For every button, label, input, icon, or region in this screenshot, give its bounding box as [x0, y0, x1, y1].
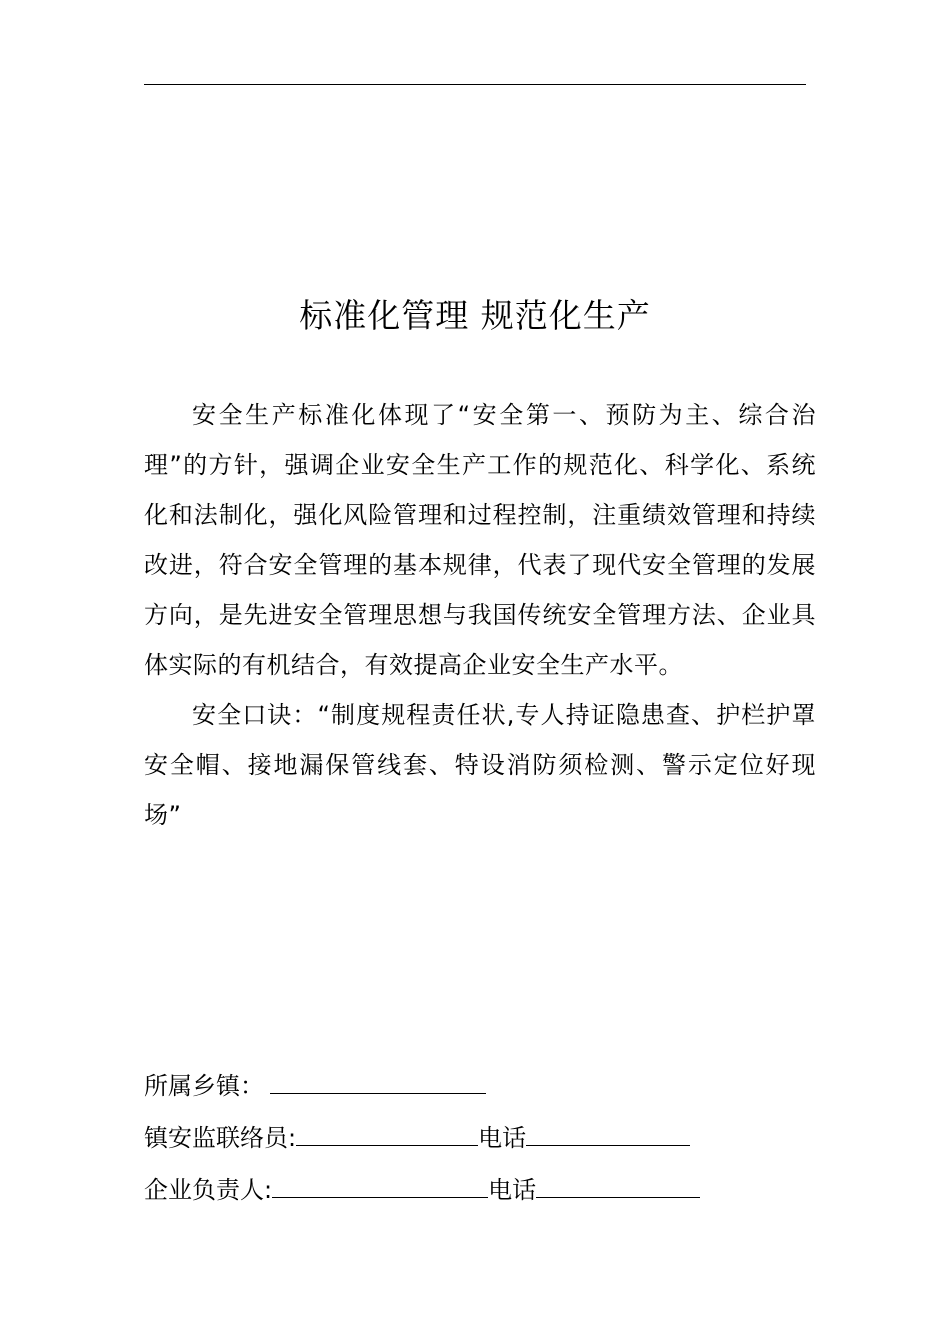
paragraph-standardization: 安全生产标准化体现了“安全第一、预防为主、综合治理”的方针，强调企业安全生产工作的规范化、科学化、系统化和法制化，强化风险管理和过程控制，注重绩效管理和持续改进，符合安全管理的基本规律，代表了现代安全管理的发展方向，是先进安全管理思想与我国传统安全管理方法、企业具体实际的有机结合，有效提高企业安全生产水平。 — [144, 401, 816, 679]
liaison-phone-label: 电话 — [478, 1124, 527, 1152]
liaison-label: 镇安监联络员: — [144, 1124, 297, 1152]
document-title: 标准化管理 规范化生产 — [299, 296, 651, 335]
owner-phone-field[interactable] — [536, 1175, 700, 1198]
owner-label: 企业负责人: — [144, 1176, 273, 1204]
liaison-row — [144, 1112, 816, 1164]
owner-field[interactable] — [272, 1175, 488, 1198]
signature-form — [144, 1060, 816, 1216]
document-body — [144, 390, 816, 840]
town-field[interactable] — [270, 1071, 486, 1094]
owner-row — [144, 1164, 816, 1216]
header-rule — [144, 84, 806, 85]
liaison-field[interactable] — [296, 1123, 478, 1146]
paragraph-safety-mnemonic: 安全口诀：“制度规程责任状,专人持证隐患查、护栏护罩安全帽、接地漏保管线套、特设消防须检测、警示定位好现场” — [144, 701, 816, 829]
liaison-phone-field[interactable] — [526, 1123, 690, 1146]
town-row — [144, 1060, 816, 1112]
town-label: 所属乡镇： — [144, 1072, 264, 1100]
owner-phone-label: 电话 — [488, 1176, 537, 1204]
